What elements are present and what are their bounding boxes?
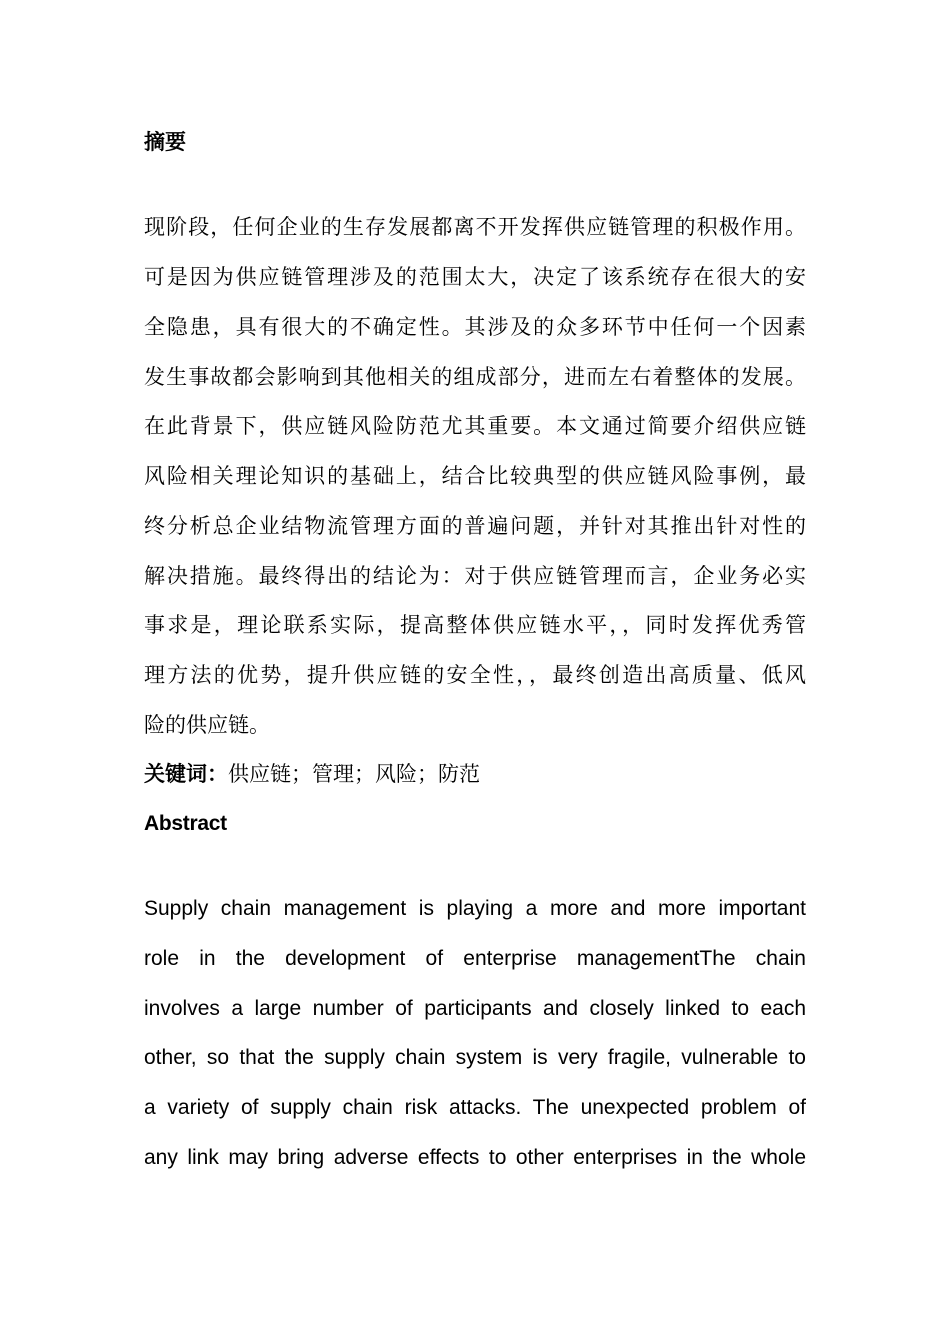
- abstract-cn-line: 解决措施。最终得出的结论为：对于供应链管理而言，企业务必实: [144, 564, 806, 588]
- abstract-cn-line: 终分析总企业结物流管理方面的普遍问题，并针对其推出针对性的: [144, 514, 806, 538]
- keywords-label: 关键词：: [144, 762, 228, 786]
- abstract-en-line: any link may bring adverse effects to other enterprises in the whole: [144, 1146, 806, 1169]
- keywords: [144, 759, 480, 789]
- keywords-text: 供应链；管理；风险；防范: [228, 762, 480, 786]
- abstract-cn-line: 险的供应链。: [144, 713, 270, 737]
- abstract-cn-line: 事求是，理论联系实际，提高整体供应链水平，，同时发挥优秀管: [144, 613, 806, 637]
- abstract-cn-line: 可是因为供应链管理涉及的范围太大，决定了该系统存在很大的安: [144, 265, 806, 289]
- abstract-cn-line: 在此背景下，供应链风险防范尤其重要。本文通过简要介绍供应链: [144, 414, 806, 438]
- abstract-en-line: a variety of supply chain risk attacks. The unexpected problem of: [144, 1096, 806, 1119]
- abstract-heading-cn: 摘要: [144, 130, 186, 154]
- abstract-cn-line: 现阶段，任何企业的生存发展都离不开发挥供应链管理的积极作用。: [144, 215, 806, 239]
- abstract-en-line: role in the development of enterprise managementThe chain: [144, 947, 806, 970]
- abstract-en-line: involves a large number of participants and closely linked to each: [144, 997, 806, 1020]
- abstract-heading-en: Abstract: [144, 812, 227, 835]
- abstract-cn-line: 理方法的优势，提升供应链的安全性，，最终创造出高质量、低风: [144, 663, 806, 687]
- abstract-en-line: Supply chain management is playing a more and more important: [144, 897, 806, 920]
- abstract-en-line: other, so that the supply chain system is very fragile, vulnerable to: [144, 1046, 806, 1069]
- abstract-cn-line: 发生事故都会影响到其他相关的组成部分，进而左右着整体的发展。: [144, 365, 806, 389]
- abstract-cn-line: 全隐患，具有很大的不确定性。其涉及的众多环节中任何一个因素: [144, 315, 806, 339]
- abstract-cn-line: 风险相关理论知识的基础上，结合比较典型的供应链风险事例，最: [144, 464, 806, 488]
